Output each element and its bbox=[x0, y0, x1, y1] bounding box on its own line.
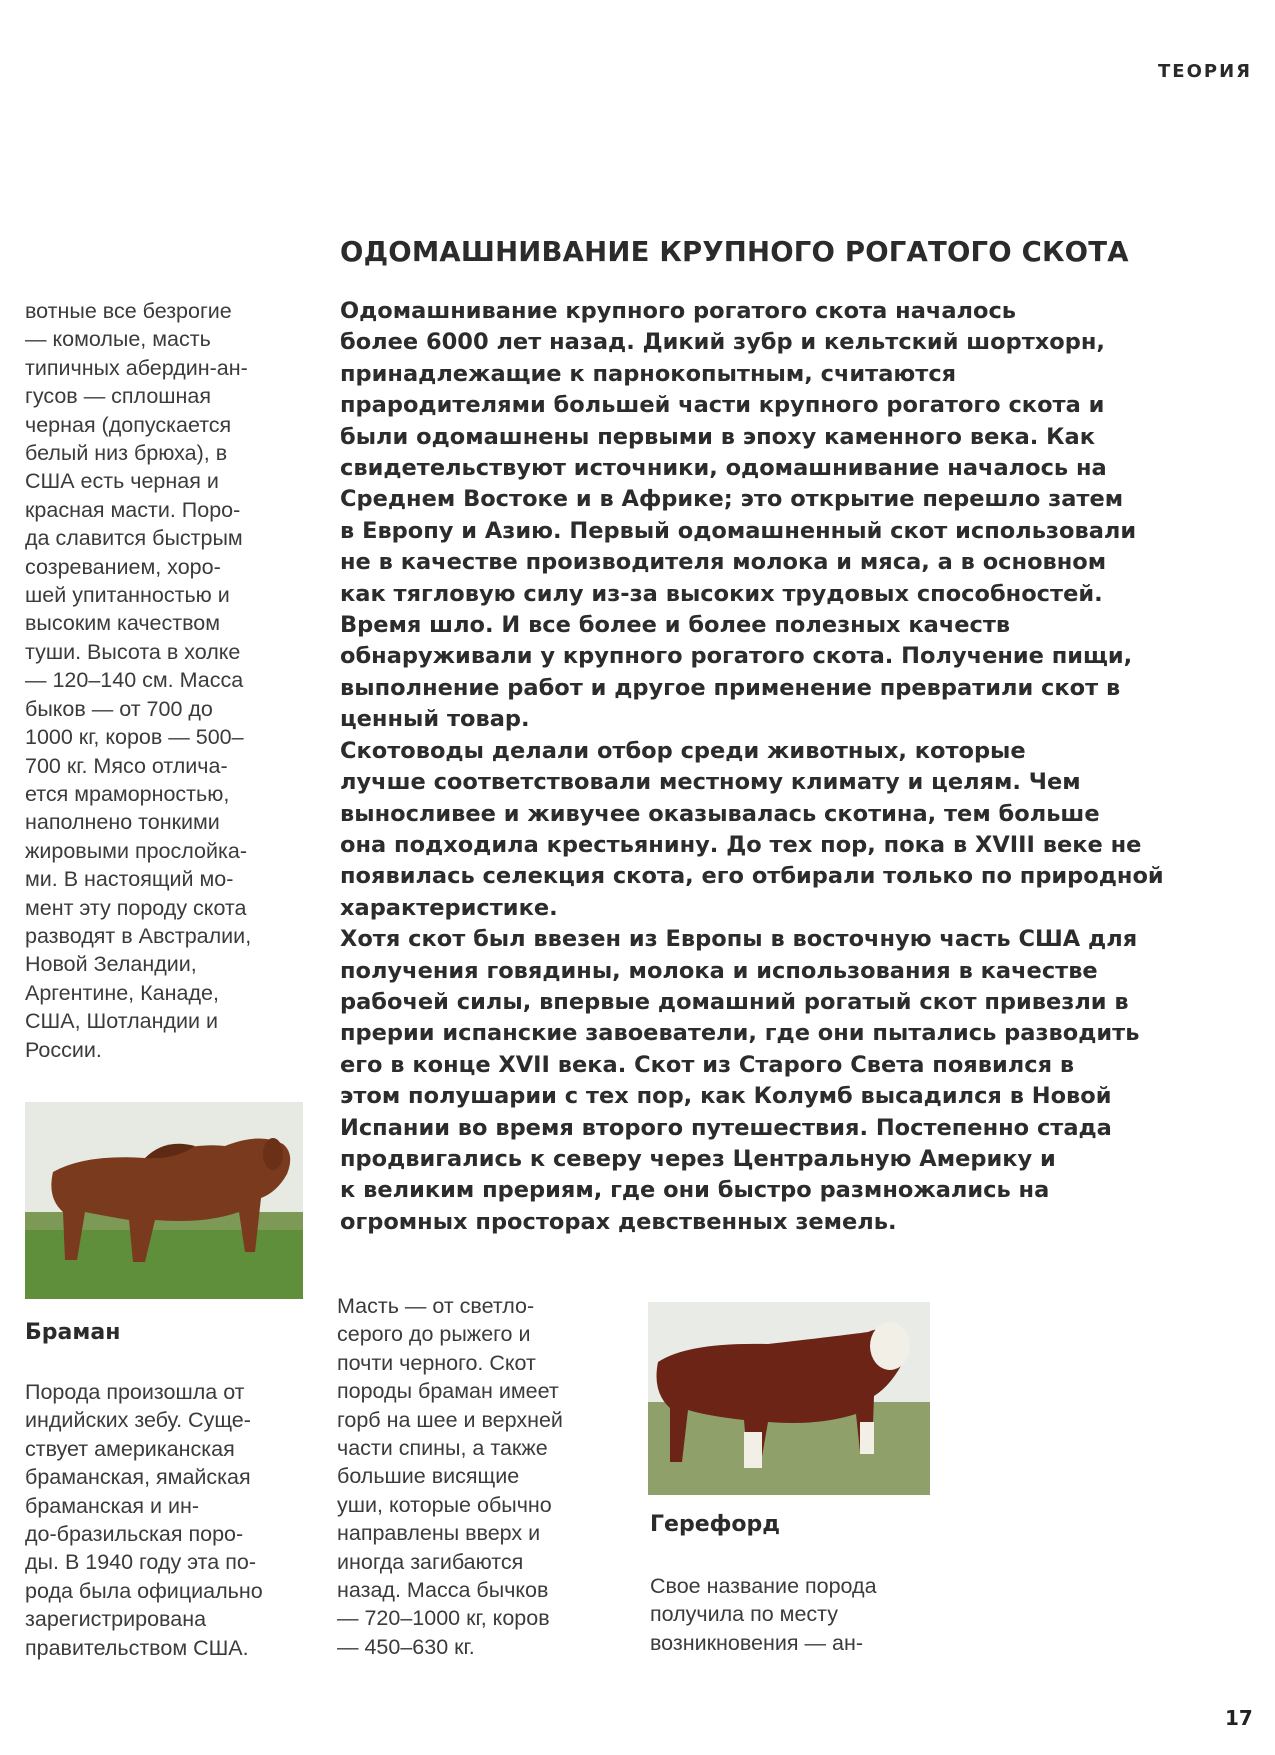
section-tag: ТЕОРИЯ bbox=[1158, 61, 1252, 82]
article-heading: ОДОМАШНИВАНИЕ КРУПНОГО РОГАТОГО СКОТА bbox=[340, 236, 1129, 268]
hereford-caption: Герефорд bbox=[650, 1512, 781, 1537]
angus-continuation-text: вотные все безрогие — комолые, масть типичных абердин-ан- гусов — сплошная черная (допускается белый низ брюха), в США есть черная и красная масти. Поро- да славится быстрым созреванием, хоро- шей упитанностью и высоким качеством туши. Высота в холке — 120–140 см. Масса быков — от 700 до 1000 кг, коров — 500– 700 кг. Мясо отлича- ется мраморностью, наполнено тонкими жировыми прослойка- ми. В настоящий мо- мент эту породу скота разводят в Австралии, Новой Зеландии, Аргентине, Канаде, США, Шотландии и России. bbox=[25, 299, 252, 1062]
hereford-description: Свое название порода получила по месту возникновения — ан- bbox=[650, 1574, 877, 1655]
article-paragraph-2: Скотоводы делали отбор среди животных, которые лучше соответствовали местному климату и целям. Чем выносливее и живучее оказывалась скотина, тем больше она подходила крестьянину. До тех пор, пока в XVIII веке не появилась селекция скота, его отбирали только по природной характеристике. bbox=[340, 737, 1164, 921]
brahman-description-2: Масть — от светло- серого до рыжего и почти черного. Скот породы браман имеет горб на шее и верхней части спины, а также большие висящие уши, которые обычно направлены вверх и иногда загибаются назад. Масса бычков — 720–1000 кг, коров — 450–630 кг. bbox=[337, 1294, 563, 1659]
brahman-caption: Браман bbox=[25, 1320, 121, 1345]
page-number: 17 bbox=[1225, 1706, 1253, 1730]
brahman-photo bbox=[25, 1102, 303, 1299]
hereford-photo bbox=[648, 1302, 930, 1495]
article-paragraph-3: Хотя скот был ввезен из Европы в восточную часть США для получения говядины, молока и использования в качестве рабочей силы, впервые домашний рогатый скот привезли в прерии испанские завоеватели, где они пытались разводить его в конце XVII века. Скот из Старого Света появился в этом полушарии с тех пор, как Колумб высадился в Новой Испании во время второго путешествия. Постепенно стада продвигались к северу через Центральную Америку и к великим прериям, где они быстро размножались на огромных просторах девственных земель. bbox=[340, 926, 1140, 1235]
article-paragraph-1: Одомашнивание крупного рогатого скота началось более 6000 лет назад. Дикий зубр и кельтский шортхорн, принадлежащие к парнокопытным, считаются прародителями большей части крупного рогатого скота и были одомашнены первыми в эпоху каменного века. Как свидетельствуют источники, одомашнивание началось на Среднем Востоке и в Африке; это открытие перешло затем в Европу и Азию. Первый одомашненный скот использовали не в качестве производителя молока и мяса, а в основном как тягловую силу из-за высоких трудовых способностей. Время шло. И все более и более полезных качеств обнаруживали у крупного рогатого скота. Получение пищи, выполнение работ и другое применение превратили скот в ценный товар. bbox=[340, 298, 1137, 733]
brahman-description-1: Порода произошла от индийских зебу. Суще- ствует американская браманская, ямайская браманская и ин- до-бразильская поро- ды. В 1940 году эта по- рода была официально зарегистрирована правительством США. bbox=[25, 1380, 263, 1660]
article-body bbox=[340, 296, 1240, 1238]
